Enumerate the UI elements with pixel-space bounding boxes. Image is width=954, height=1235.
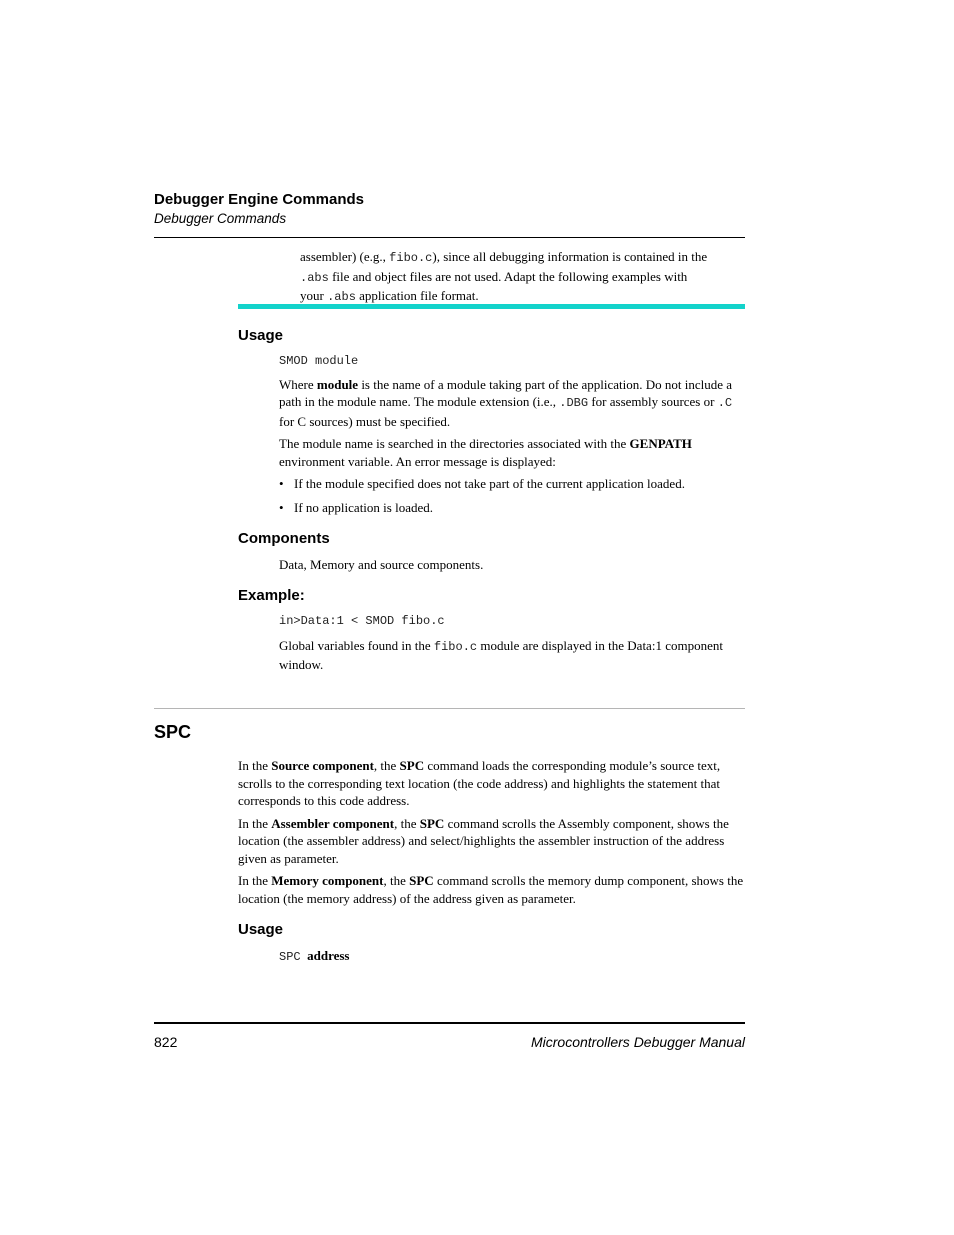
note-accent-bar (238, 304, 745, 309)
spc-paragraph-source: In the Source component, the SPC command loads the corresponding module’s source text, scrolls to the corresponding text location (the code address) and highlights the statement that corresponds to this code address. (238, 758, 721, 808)
list-item: • If the module specified does not take part of the current application loaded. (279, 475, 745, 493)
section-title-spc: SPC (154, 722, 192, 742)
usage-body (279, 353, 745, 516)
example-code: in>Data:1 < SMOD fibo.c (279, 614, 445, 628)
components-body (279, 556, 745, 574)
note-line: your .abs application file format. (300, 288, 479, 304)
example-heading: Example: (238, 587, 305, 604)
list-item: • If no application is loaded. (279, 499, 745, 517)
spc-usage-body (279, 947, 745, 967)
components-heading: Components (238, 530, 330, 547)
example-body (279, 613, 745, 674)
components-text: Data, Memory and source components. (279, 557, 484, 572)
note-line: .abs file and object files are not used. Adapt the following examples with (300, 268, 688, 285)
header-title: Debugger Engine Commands (154, 191, 365, 208)
module-paragraph: Where module is the name of a module taking part of the application. Do not include a path in the module name. The module extension (i.e., .DBG for assembly sources or .C for C sources) must be specified. (279, 376, 733, 429)
spc-usage-syntax: SPC address (279, 948, 350, 964)
note-line: assembler) (e.g., fibo.c), since all debugging information is contained in the (300, 249, 708, 265)
example-description: Global variables found in the fibo.c module are displayed in the Data:1 component window. (279, 637, 723, 672)
note-block (300, 248, 745, 307)
spc-body (238, 757, 745, 907)
header-rule (154, 237, 745, 238)
spc-paragraph-assembler: In the Assembler component, the SPC command scrolls the Assembly component, shows the location (the assembler address) and select/highlights the assembler instruction of the address given as parameter. (238, 815, 729, 866)
page-number: 822 (154, 1034, 178, 1050)
manual-title: Microcontrollers Debugger Manual (531, 1034, 745, 1050)
genpath-paragraph: The module name is searched in the directories associated with the GENPATH environment variable. An error message is displayed: (279, 436, 692, 469)
usage-syntax: SMOD module (279, 354, 359, 368)
section-divider (154, 708, 745, 709)
footer-rule (154, 1022, 745, 1024)
usage-heading: Usage (238, 327, 284, 344)
spc-usage-heading: Usage (238, 921, 284, 938)
header-subtitle: Debugger Commands (154, 211, 287, 226)
spc-paragraph-memory: In the Memory component, the SPC command scrolls the memory dump component, shows the location (the memory address) of the address given as parameter. (238, 873, 744, 906)
